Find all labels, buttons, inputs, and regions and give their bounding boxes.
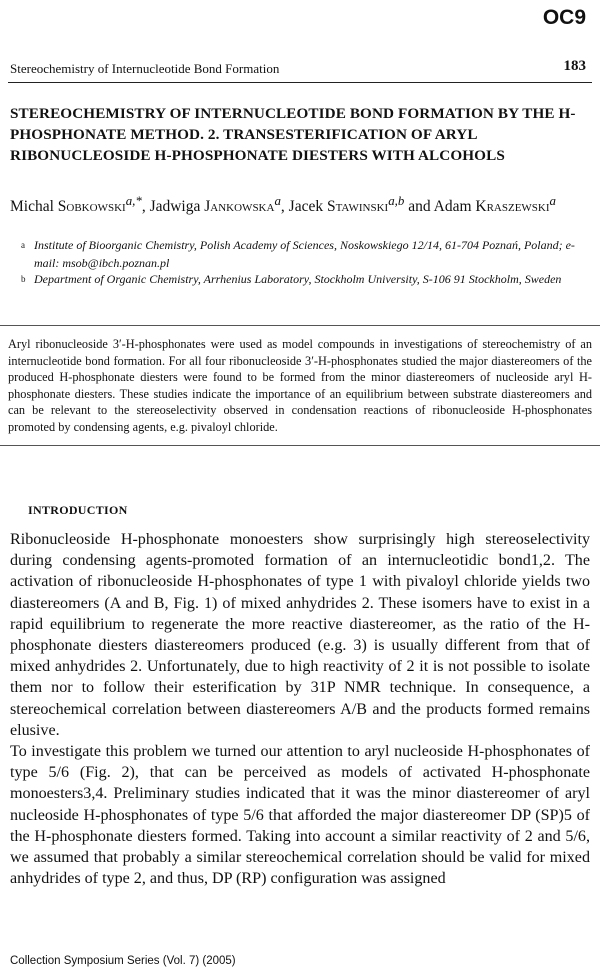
running-title: Stereochemistry of Internucleotide Bond Formation bbox=[10, 61, 280, 76]
affiliation-label: b bbox=[21, 274, 26, 284]
author: Adam Kraszewski$^a$ bbox=[433, 193, 556, 216]
article-code: OC9 bbox=[542, 6, 586, 29]
header-divider bbox=[8, 82, 592, 83]
affiliation-b bbox=[22, 270, 592, 288]
paper-title: STEREOCHEMISTRY OF INTERNUCLEOTIDE BOND FORMATION BY THE H-PHOSPHONATE METHOD. 2. TRANSESTERIFICATION OF ARYL RIBONUCLEOSIDE H-PHOSPHONATE DIESTERS WITH ALCOHOLS bbox=[10, 105, 576, 164]
affiliation-a bbox=[22, 236, 592, 272]
footer-citation: Collection Symposium Series (Vol. 7) (2005) bbox=[10, 955, 236, 967]
body-text bbox=[10, 529, 590, 889]
author: Jacek Stawinski$^{a,b}$ bbox=[288, 193, 405, 216]
section-heading: INTRODUCTION bbox=[28, 503, 128, 517]
page-number: 183 bbox=[563, 58, 586, 74]
author: Jadwiga Jankowska$^a$ bbox=[149, 193, 281, 216]
affiliation-label: a bbox=[21, 240, 25, 250]
body-paragraph: Ribonucleoside H-phosphonate monoesters show surprisingly high stereoselectivity during condensing agents-promoted formation of an internucleotidic bond1,2. The activation of ribonucleoside H-phosphonates of type 1 with pivaloyl chloride yields two diastereomers (A and B, Fig. 1) of mixed anhydrides 2. These isomers have to exist in a rapid equilibrium to regenerate the more reactive diastereomer, as the ratio of the H-phosphonate diesters diastereomers produced (e.g. 3) is usually different from that of mixed anhydrides 2. Unfortunately, due to high reactivity of 2 it is not possible to isolate them nor to follow their esterification by 31P NMR technique. In consequence, a stereochemical correlation between diastereomers A/B and the products formed remains elusive. bbox=[10, 531, 590, 739]
body-paragraph: To investigate this problem we turned our attention to aryl nucleoside H-phosphonates of type 5/6 (Fig. 2), that can be perceived as models of activated H-phosphonate monoesters3,4. Preliminary studies indicated that it was the minor diastereomer of aryl nucleoside H-phosphonates of type 5/6 that afforded the major diastereomer DP (SP)5 of the H-phosphonate diesters formed. Taking into account a similar reactivity of 2 and 5/6, we assumed that probably a similar stereochemical correlation should be valid for mixed anhydrides of type 2, and thus, DP (RP) configuration was assigned bbox=[10, 743, 590, 888]
abstract: Aryl ribonucleoside 3′-H-phosphonates were used as model compounds in investigations of stereochemistry of an internucleotide bond formation. For all four ribonucleoside 3′-H-phosphonates studied the major diastereomers of the produced H-phosphonate diesters were found to be formed from the minor diastereomers of nucleoside aryl H-phosphonate diesters. These studies indicate the importance of an equilibrium between substrate diastereomers and can be relevant to the stereoselectivity observed in condensation reactions of ribonucleoside H-phosphonates promoted by condensing agents, e.g. pivaloyl chloride. bbox=[0, 325, 600, 446]
affiliation-text: Department of Organic Chemistry, Arrhenius Laboratory, Stockholm University, S-106 91 Stockholm, Sweden bbox=[34, 272, 562, 286]
affiliation-text: Institute of Bioorganic Chemistry, Polish Academy of Sciences, Noskowskiego 12/14, 61-704 Poznań, Poland; e-mail: msob@ibch.poznan.pl bbox=[34, 238, 575, 270]
author: Michal Sobkowski$^{a,*}$ bbox=[10, 193, 142, 216]
author-list: Michal Sobkowski$^{a,*}$, Jadwiga Jankowska$^a$, Jacek Stawinski$^{a,b}$ and Adam Kraszewski$^a$ bbox=[10, 193, 556, 216]
